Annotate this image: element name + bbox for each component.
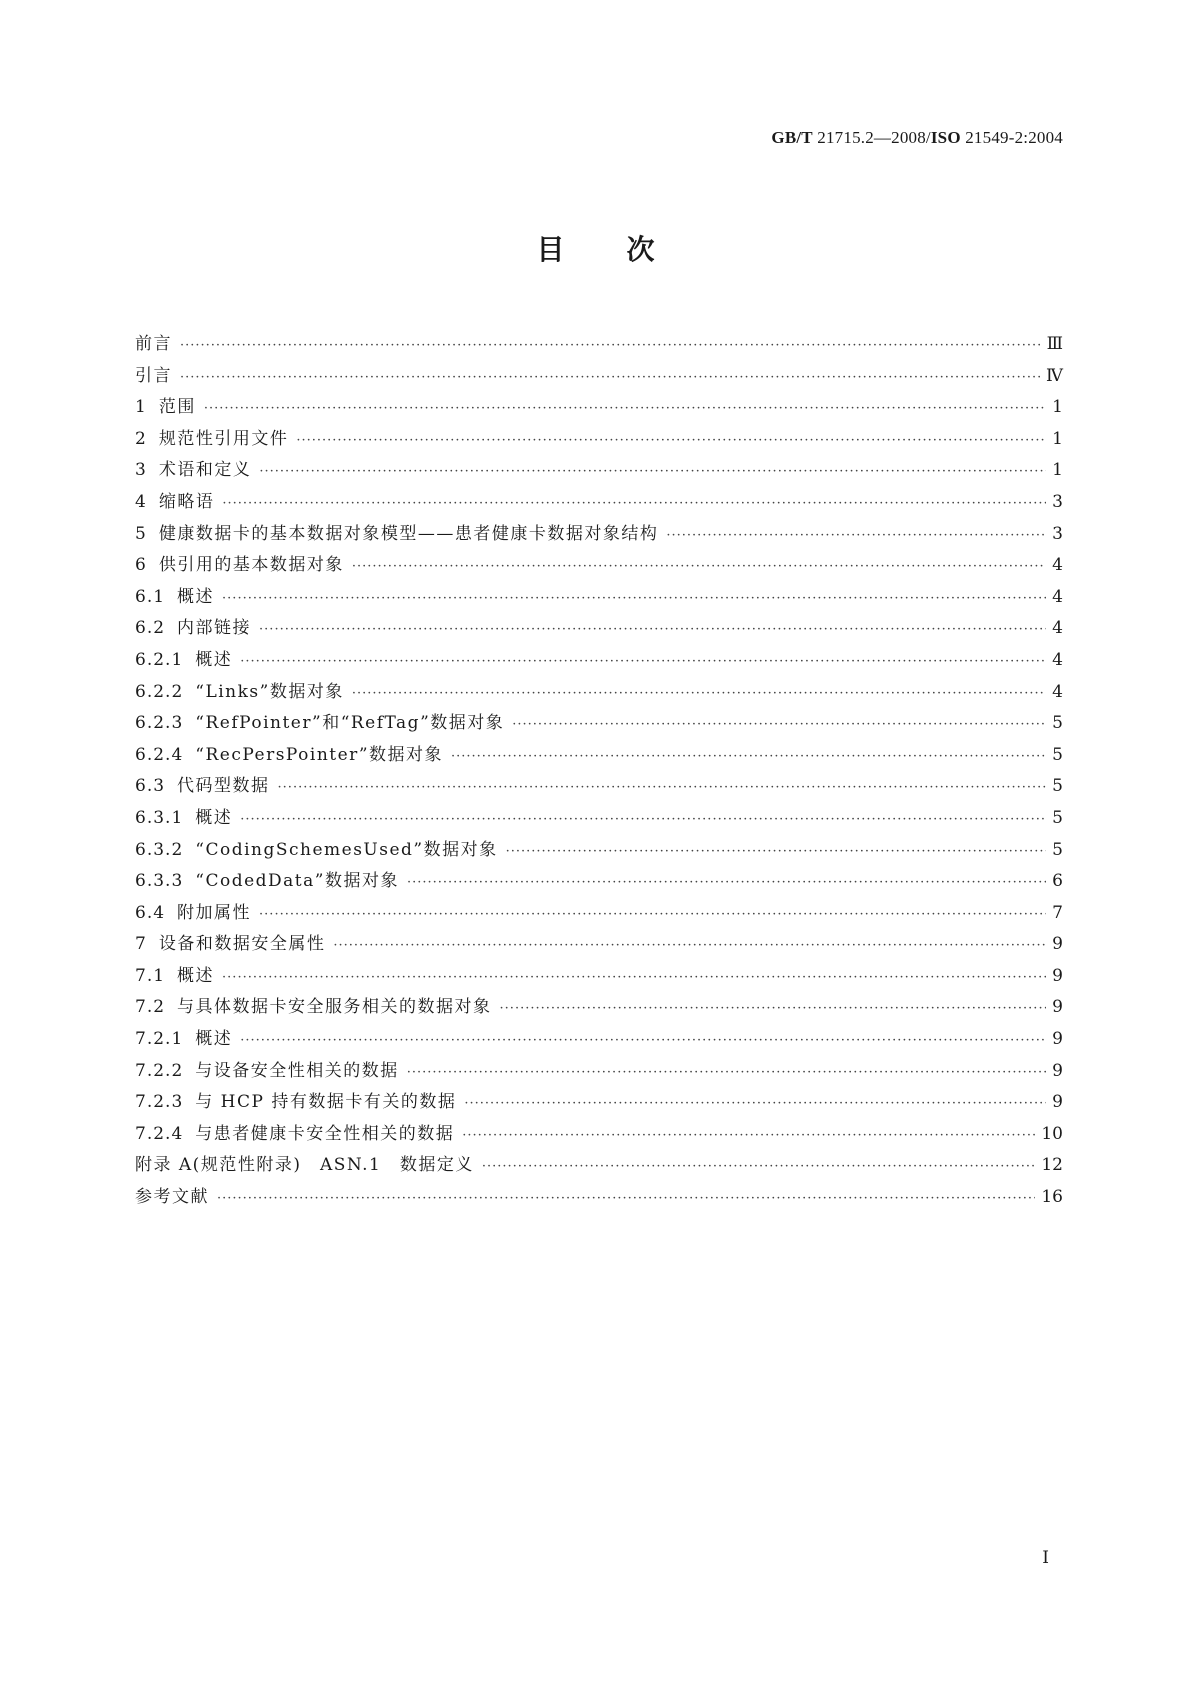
iso-prefix: ISO [930, 128, 961, 147]
toc-number: 6.3.3 [135, 871, 184, 892]
toc-label: 供引用的基本数据对象 [158, 555, 344, 576]
toc-page-number: 4 [1052, 618, 1063, 639]
standard-code-header [771, 128, 1063, 148]
toc-number: 5 [135, 523, 147, 544]
toc-entry[interactable] [135, 1150, 1063, 1182]
toc-page-number: 6 [1052, 871, 1063, 892]
toc-number: 6.2.3 [135, 713, 184, 734]
toc-entry[interactable] [135, 519, 1063, 551]
toc-leader-dots [240, 646, 1046, 678]
toc-number: 7 [135, 934, 147, 955]
toc-page-number: 4 [1052, 586, 1063, 607]
toc-label: 缩略语 [158, 491, 215, 512]
toc-page-number: 10 [1041, 1123, 1063, 1144]
toc-page-number: 9 [1052, 1092, 1063, 1113]
toc-leader-dots [666, 520, 1046, 552]
toc-leader-dots [240, 804, 1046, 836]
toc-entry[interactable] [135, 898, 1063, 930]
toc-page-number: 9 [1052, 1029, 1063, 1050]
toc-page-number: 9 [1052, 1060, 1063, 1081]
toc-leader-dots [352, 551, 1046, 583]
toc-page-number: 5 [1052, 839, 1063, 860]
toc-entry[interactable] [135, 803, 1063, 835]
toc-leader-dots [482, 1151, 1035, 1183]
toc-label: “CodingSchemesUsed”数据对象 [195, 839, 498, 860]
toc-number: 2 [135, 428, 147, 449]
toc-page-number: 3 [1052, 491, 1063, 512]
toc-label: 附加属性 [177, 902, 252, 923]
toc-leader-dots [259, 614, 1046, 646]
toc-number: 6.1 [135, 586, 166, 607]
toc-label: 附录 A(规范性附录) ASN.1 数据定义 [135, 1155, 474, 1176]
toc-leader-dots [180, 362, 1040, 394]
toc-leader-dots [462, 1120, 1035, 1152]
toc-entry[interactable] [135, 835, 1063, 867]
toc-number: 6.2.4 [135, 744, 184, 765]
toc-leader-dots [217, 1183, 1035, 1215]
toc-number: 1 [135, 397, 147, 418]
toc-entry[interactable] [135, 708, 1063, 740]
toc-number: 7.2.3 [135, 1092, 184, 1113]
toc-leader-dots [352, 678, 1046, 710]
toc-label: 引言 [135, 365, 172, 386]
toc-leader-dots [222, 583, 1046, 615]
toc-entry[interactable] [135, 929, 1063, 961]
toc-label: “Links”数据对象 [195, 681, 344, 702]
toc-entry[interactable] [135, 645, 1063, 677]
toc-label: 与设备安全性相关的数据 [195, 1060, 399, 1081]
toc-leader-dots [451, 741, 1046, 773]
toc-number: 7.1 [135, 965, 166, 986]
toc-label: 与 HCP 持有数据卡有关的数据 [195, 1092, 457, 1113]
iso-number: 21549-2:2004 [960, 128, 1063, 147]
toc-number: 7.2.1 [135, 1029, 184, 1050]
toc-label: 概述 [177, 586, 215, 607]
toc-label: 内部链接 [177, 618, 252, 639]
toc-number: 7.2.4 [135, 1123, 184, 1144]
toc-label: 概述 [195, 1029, 233, 1050]
toc-entry[interactable] [135, 361, 1063, 393]
toc-entry[interactable] [135, 1056, 1063, 1088]
toc-leader-dots [333, 930, 1046, 962]
toc-entry[interactable] [135, 613, 1063, 645]
toc-page-number: 4 [1052, 681, 1063, 702]
standard-prefix: GB/T [771, 128, 813, 147]
toc-page-number: 9 [1052, 997, 1063, 1018]
toc-number: 6.3.1 [135, 807, 184, 828]
toc-leader-dots [512, 709, 1046, 741]
toc-entry[interactable] [135, 740, 1063, 772]
toc-entry[interactable] [135, 1182, 1063, 1214]
toc-number: 3 [135, 460, 147, 481]
toc-label: 与具体数据卡安全服务相关的数据对象 [177, 997, 492, 1018]
toc-leader-dots [259, 456, 1046, 488]
table-of-contents [135, 329, 1063, 1214]
toc-label: 设备和数据安全属性 [158, 934, 326, 955]
toc-leader-dots [204, 393, 1046, 425]
toc-number: 6.3.2 [135, 839, 184, 860]
toc-entry[interactable] [135, 677, 1063, 709]
toc-entry[interactable] [135, 1119, 1063, 1151]
toc-number: 7.2 [135, 997, 166, 1018]
toc-entry[interactable] [135, 771, 1063, 803]
standard-number: 21715.2—2008/ [812, 128, 931, 147]
toc-label: 范围 [158, 397, 196, 418]
toc-label: 概述 [195, 649, 233, 670]
toc-entry[interactable] [135, 424, 1063, 456]
toc-number: 6.2.2 [135, 681, 184, 702]
toc-page-number: 5 [1052, 744, 1063, 765]
toc-label: 规范性引用文件 [158, 428, 289, 449]
toc-leader-dots [180, 330, 1041, 362]
toc-page-number: 5 [1052, 776, 1063, 797]
toc-label: 前言 [135, 334, 172, 354]
toc-label: 代码型数据 [177, 776, 270, 797]
toc-page-number: 1 [1052, 428, 1063, 449]
toc-page-number: Ⅳ [1046, 365, 1063, 386]
toc-page-number: Ⅲ [1046, 334, 1063, 354]
toc-page-number: 9 [1052, 934, 1063, 955]
toc-leader-dots [222, 488, 1046, 520]
toc-label: 与患者健康卡安全性相关的数据 [195, 1123, 455, 1144]
toc-leader-dots [407, 867, 1046, 899]
toc-leader-dots [259, 899, 1046, 931]
toc-leader-dots [222, 962, 1046, 994]
toc-number: 4 [135, 491, 147, 512]
toc-page-number: 12 [1041, 1155, 1063, 1176]
toc-entry[interactable] [135, 992, 1063, 1024]
toc-page-number: 4 [1052, 555, 1063, 576]
toc-entry[interactable] [135, 329, 1063, 361]
toc-entry[interactable] [135, 582, 1063, 614]
toc-leader-dots [506, 836, 1047, 868]
toc-number: 7.2.2 [135, 1060, 184, 1081]
toc-page-number: 1 [1052, 460, 1063, 481]
toc-label: “RecPersPointer”数据对象 [195, 744, 444, 765]
toc-page-number: 9 [1052, 965, 1063, 986]
page-folio: I [1042, 1548, 1049, 1568]
toc-page-number: 5 [1052, 713, 1063, 734]
toc-number: 6.2 [135, 618, 166, 639]
toc-number: 6 [135, 555, 147, 576]
toc-entry[interactable] [135, 1087, 1063, 1119]
toc-page-number: 16 [1041, 1187, 1063, 1208]
toc-label: 概述 [195, 807, 233, 828]
toc-entry[interactable] [135, 550, 1063, 582]
toc-leader-dots [296, 425, 1046, 457]
toc-page-number: 3 [1052, 523, 1063, 544]
toc-leader-dots [500, 993, 1047, 1025]
toc-number: 6.2.1 [135, 649, 184, 670]
toc-number: 6.3 [135, 776, 166, 797]
toc-label: 术语和定义 [158, 460, 252, 481]
toc-leader-dots [278, 772, 1047, 804]
toc-entry[interactable] [135, 961, 1063, 993]
toc-entry[interactable] [135, 1024, 1063, 1056]
toc-entry[interactable] [135, 487, 1063, 519]
toc-number: 6.4 [135, 902, 166, 923]
toc-entry[interactable] [135, 455, 1063, 487]
toc-leader-dots [407, 1057, 1046, 1089]
toc-page-number: 7 [1052, 902, 1063, 923]
toc-leader-dots [464, 1088, 1046, 1120]
page-title: 目次 [536, 233, 717, 266]
toc-entry[interactable] [135, 392, 1063, 424]
toc-page-number: 1 [1052, 397, 1063, 418]
toc-label: “CodedData”数据对象 [195, 871, 399, 892]
toc-label: 健康数据卡的基本数据对象模型——患者健康卡数据对象结构 [158, 523, 659, 544]
toc-label: “RefPointer”和“RefTag”数据对象 [195, 713, 505, 734]
toc-label: 概述 [177, 965, 215, 986]
toc-page-number: 5 [1052, 807, 1063, 828]
toc-page-number: 4 [1052, 649, 1063, 670]
toc-leader-dots [240, 1025, 1046, 1057]
toc-entry[interactable] [135, 866, 1063, 898]
toc-label: 参考文献 [135, 1187, 209, 1208]
